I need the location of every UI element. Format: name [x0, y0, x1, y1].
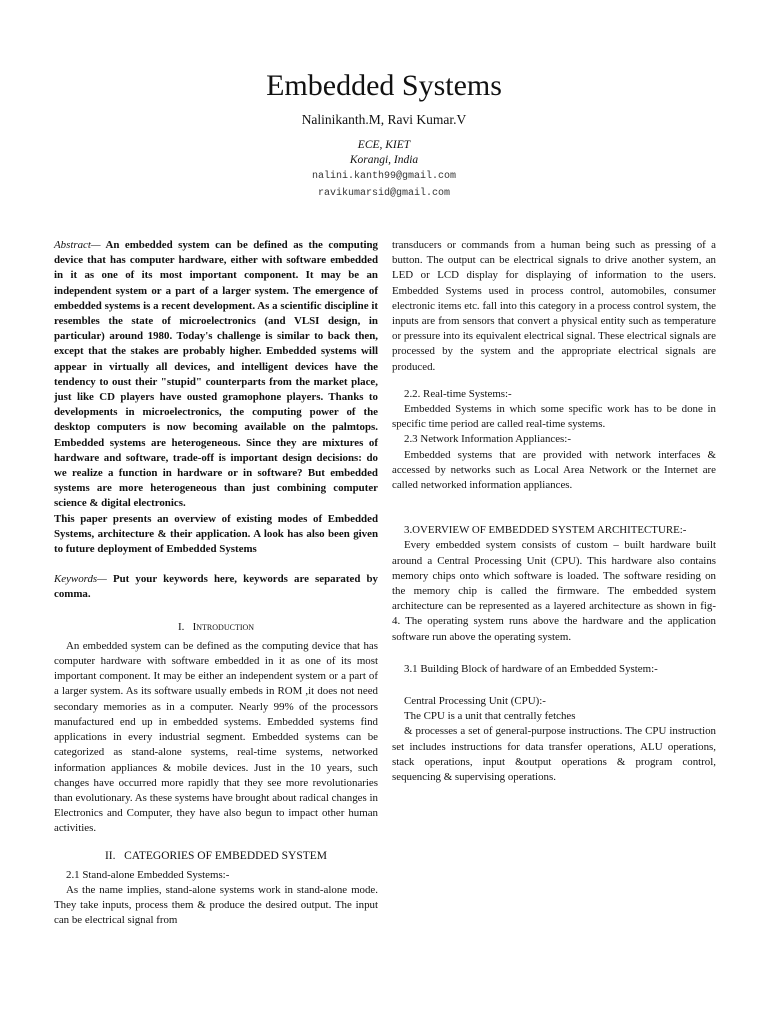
introduction-paragraph: An embedded system can be defined as the computing device that has computer hardware with software embedded in it as one of its most important component. It may be either an independent system or a part of a larger system. As its software usually embeds in ROM ,it does not need secondary memories as in a computer. Nearly 99% of the processors manufactured end up in embedded systems. Embedded systems find applications in every industrial segment. Embedded systems can be categorized as stand-alone systems, real-time systems, networked information appliances & mobile devices. Just in the 10 years, such changes have occurred more rapidly that they see more revolutionaries than evolutionary. As these systems have brought about radical changes in Electronics and Computer, they have also begun to impact other human activities.	[54, 639, 378, 835]
subsection-heading-realtime: 2.2. Real-time Systems:-	[404, 387, 512, 400]
keywords	[54, 572, 378, 602]
section-heading-introduction	[54, 620, 378, 635]
subsection-heading-network: 2.3 Network Information Appliances:-	[404, 433, 571, 446]
author-department: ECE, KIET	[357, 139, 411, 151]
section-title: CATEGORIES OF EMBEDDED SYSTEM	[124, 849, 328, 862]
architecture-paragraph: Every embedded system consists of custom – built hardware built around a Central Processing Unit (CPU). This hardware also contains memory chips onto which software is loaded. The software residing on the memory chip is called the firmware. The embedded system architecture can be represented as a layered architecture as shown in fig-4. The operating system runs above the hardware and the application software run above the operating system.	[392, 539, 716, 643]
keywords-label: Keywords—	[54, 573, 107, 586]
abstract-text-2: This paper presents an overview of existing modes of Embedded Systems, architecture & their application. A look has also been given to future deployment of Embedded Systems	[54, 512, 378, 556]
abstract-label: Abstract—	[54, 239, 101, 251]
cpu-first-line: The CPU is a unit that centrally fetches	[404, 710, 576, 723]
author-email-2[interactable]: ravikumarsid@gmail.com	[317, 188, 451, 199]
right-column	[392, 238, 716, 785]
section-number: I.	[177, 620, 185, 633]
abstract-text: An embedded system can be defined as the computing device that has computer hardware, either with software embedded in it as one of its most important component. It may be an independent system or a part of a larger system. The emergence of embedded systems is a recent development. As a scientific discipline it resembles the state of microelectronics (and VLSI design, in particular) around 1980. Today's challenge is similar to back then, except that the stakes are probably higher. Embedded systems will appear in virtually all devices, and intelligent devices have the tendency to oust their "stupid" counterparts from the market place, just like CD players have ousted gramophone players. Thanks to developments in microelectronics, the computing power of the desktop computers is now becoming available on the palmtops. Embedded systems are heterogeneous. Since they are mixtures of hardware and software, trade-off is important design decisions: do we realize a function in hardware or in software? But embedded systems are more heterogeneous than just combining computer science & digital electronics.	[54, 239, 378, 510]
network-paragraph: Embedded systems that are provided with network interfaces & accessed by networks such as Local Area Network or the Internet are called networked information appliances.	[392, 448, 716, 492]
section-heading-categories	[54, 849, 378, 864]
subsection-heading-standalone: 2.1 Stand-alone Embedded Systems:-	[66, 868, 230, 881]
cpu-heading: Central Processing Unit (CPU):-	[404, 695, 546, 708]
section-heading-architecture: 3.OVERVIEW OF EMBEDDED SYSTEM ARCHITECTURE:-	[404, 524, 687, 537]
section-title: Introduction	[192, 620, 255, 633]
subsection-heading-building-block: 3.1 Building Block of hardware of an Embedded System:-	[404, 662, 658, 675]
cpu-paragraph: & processes a set of general-purpose instructions. The CPU instruction set includes instructions for data transfer operations, ALU operations, stack operations, input &output operations & program control, sequencing & supervising operations.	[392, 725, 716, 784]
continued-paragraph: transducers or commands from a human being such as pressing of a button. The output can be electrical signals to drive another system, an LED or LCD display for displaying of information to the users. Embedded Systems used in process control, automobiles, consumer electronic items etc. fall into this category in a process control system, the inputs are from sensors that convert a physical entity such as temperature or pressure into its equivalent electrical signal. These electrical signals are processed by the system and the appropriate electrical signals are produced.	[392, 239, 716, 373]
paper-title: Embedded Systems	[266, 69, 502, 102]
left-column	[54, 238, 378, 929]
section-number: II.	[104, 849, 116, 862]
paper-authors: Nalinikanth.M, Ravi Kumar.V	[301, 112, 467, 127]
keywords-text: Put your keywords here, keywords are separated by comma.	[54, 573, 378, 601]
author-email-1[interactable]: nalini.kanth99@gmail.com	[311, 171, 457, 182]
author-location: Korangi, India	[349, 154, 419, 166]
paper-header	[0, 66, 768, 202]
abstract	[54, 238, 378, 512]
standalone-paragraph: As the name implies, stand-alone systems work in stand-alone mode. They take inputs, process them & produce the desired output. The input can be electrical signal from	[54, 883, 378, 927]
realtime-paragraph: Embedded Systems in which some specific work has to be done in specific time period are called real-time systems.	[392, 403, 716, 431]
